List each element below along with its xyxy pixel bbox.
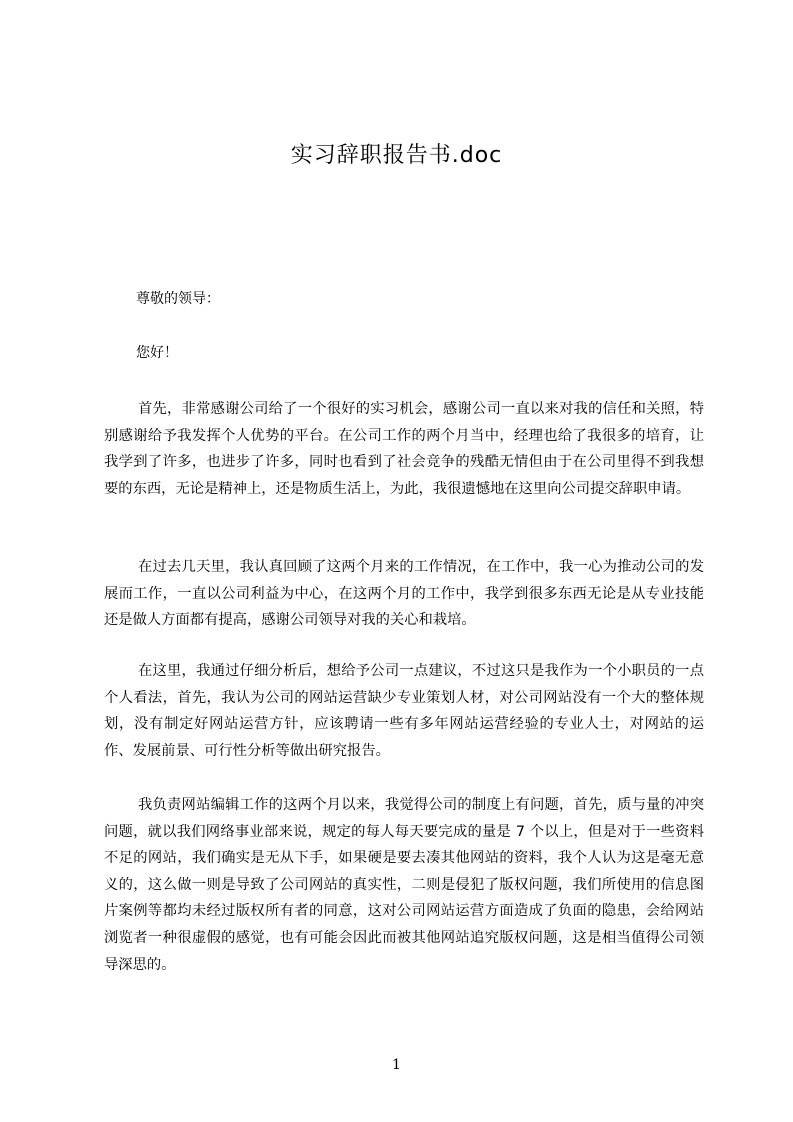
document-title: 实习辞职报告书.doc xyxy=(290,143,503,168)
paragraph-3: 在这里，我通过仔细分析后，想给予公司一点建议，不过这只是我作为一个小职员的一点个人看法，首先，我认为公司的网站运营缺少专业策划人材，对公司网站没有一个大的整体规划，没有制定好网站运营方针，应该聘请一些有多年网站运营经验的专业人士，对网站的运作、发展前景、可行性分析等做出研究报告。 xyxy=(104,663,704,759)
salutation: 尊敬的领导： xyxy=(136,291,220,307)
paragraph-1: 首先，非常感谢公司给了一个很好的实习机会，感谢公司一直以来对我的信任和关照，特别感谢给予我发挥个人优势的平台。在公司工作的两个月当中，经理也给了我很多的培育，让我学到了许多，也进步了许多，同时也看到了社会竞争的残酷无情但由于在公司里得不到我想要的东西，无论是精神上，还是物质生活上，为此，我很遗憾地在这里向公司提交辞职申请。 xyxy=(104,401,704,497)
paragraph-4: 我负责网站编辑工作的这两个月以来，我觉得公司的制度上有问题，首先，质与量的冲突问题，就以我们网络事业部来说，规定的每人每天要完成的量是 7 个以上，但是对于一些资料不足的网站，我们确实是无从下手，如果硬是要去凑其他网站的资料，我个人认为这是毫无意义的，这么做一则是导致了公司网站的真实性，二则是侵犯了版权问题，我们所使用的信息图片案例等都均未经过版权所有者的同意，这对公司网站运营方面造成了负面的隐患，会给网站浏览者一种很虚假的感觉，也有可能会因此而被其他网站追究版权问题，这是相当值得公司领导深思的。 xyxy=(104,797,704,973)
page-number: 1 xyxy=(392,1057,401,1073)
greeting: 您好！ xyxy=(136,345,178,361)
paragraph-2: 在过去几天里，我认真回顾了这两个月来的工作情况，在工作中，我一心为推动公司的发展而工作，一直以公司利益为中心，在这两个月的工作中，我学到很多东西无论是从专业技能还是做人方面都有提高，感谢公司领导对我的关心和栽培。 xyxy=(104,559,704,629)
